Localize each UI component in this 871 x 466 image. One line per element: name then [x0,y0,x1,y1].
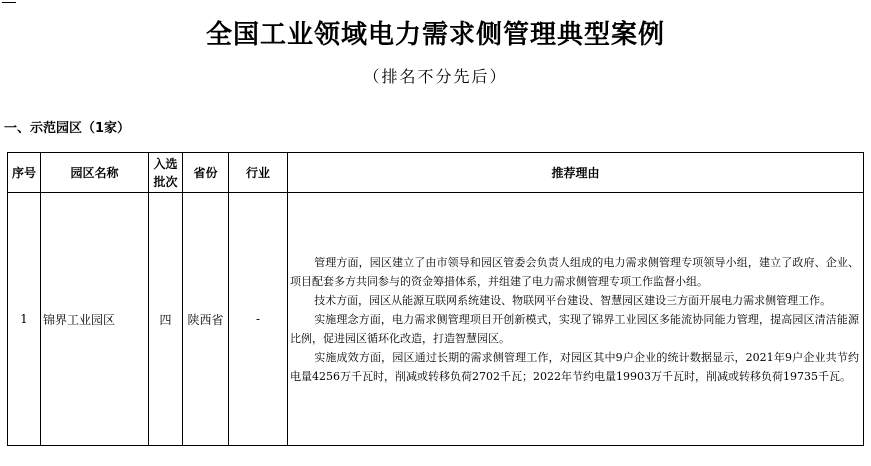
cell-batch: 四 [149,193,183,446]
table-header-row [8,153,864,193]
reason-results: 实施成效方面，园区通过长期的需求侧管理工作，对园区其中9户企业的统计数据显示，2021年9户企业共节约电量4256万千瓦时，削减或转移负荷2702千瓦；2022年节约电量19903万千瓦时，削减或转移负荷19735千瓦。 [290,350,859,383]
table-row [8,193,864,446]
header-province: 省份 [183,153,229,193]
reason-technology: 技术方面，园区从能源互联网系统建设、物联网平台建设、智慧园区建设三方面开展电力需求侧管理工作。 [314,293,832,307]
header-index: 序号 [8,153,41,193]
cell-reason [288,193,864,446]
reason-concept: 实施理念方面，电力需求侧管理项目开创新模式，实现了锦界工业园区多能流协同能力管理，提高园区清洁能源比例，促进园区循环化改造，打造智慧园区。 [290,312,859,345]
section-heading: 一、示范园区（1家） [4,121,131,136]
cell-industry: - [229,193,288,446]
document-subtitle: （排名不分先后） [363,67,508,86]
cell-park-name: 锦界工业园区 [41,193,149,446]
reason-management: 管理方面，园区建立了由市领导和园区管委会负责人组成的电力需求侧管理专项领导小组，建立了政府、企业、项目配套多方共同参与的资金筹措体系，并组建了电力需求侧管理专项工作监督小组。 [290,255,859,288]
case-table [7,152,864,446]
page-top-mark [2,0,16,3]
cell-province: 陕西省 [183,193,229,446]
document-title: 全国工业领域电力需求侧管理典型案例 [205,20,665,50]
header-park-name: 园区名称 [41,153,149,193]
header-batch: 入选批次 [149,153,183,193]
header-reason: 推荐理由 [288,153,864,193]
cell-index: 1 [8,193,41,446]
header-industry: 行业 [229,153,288,193]
